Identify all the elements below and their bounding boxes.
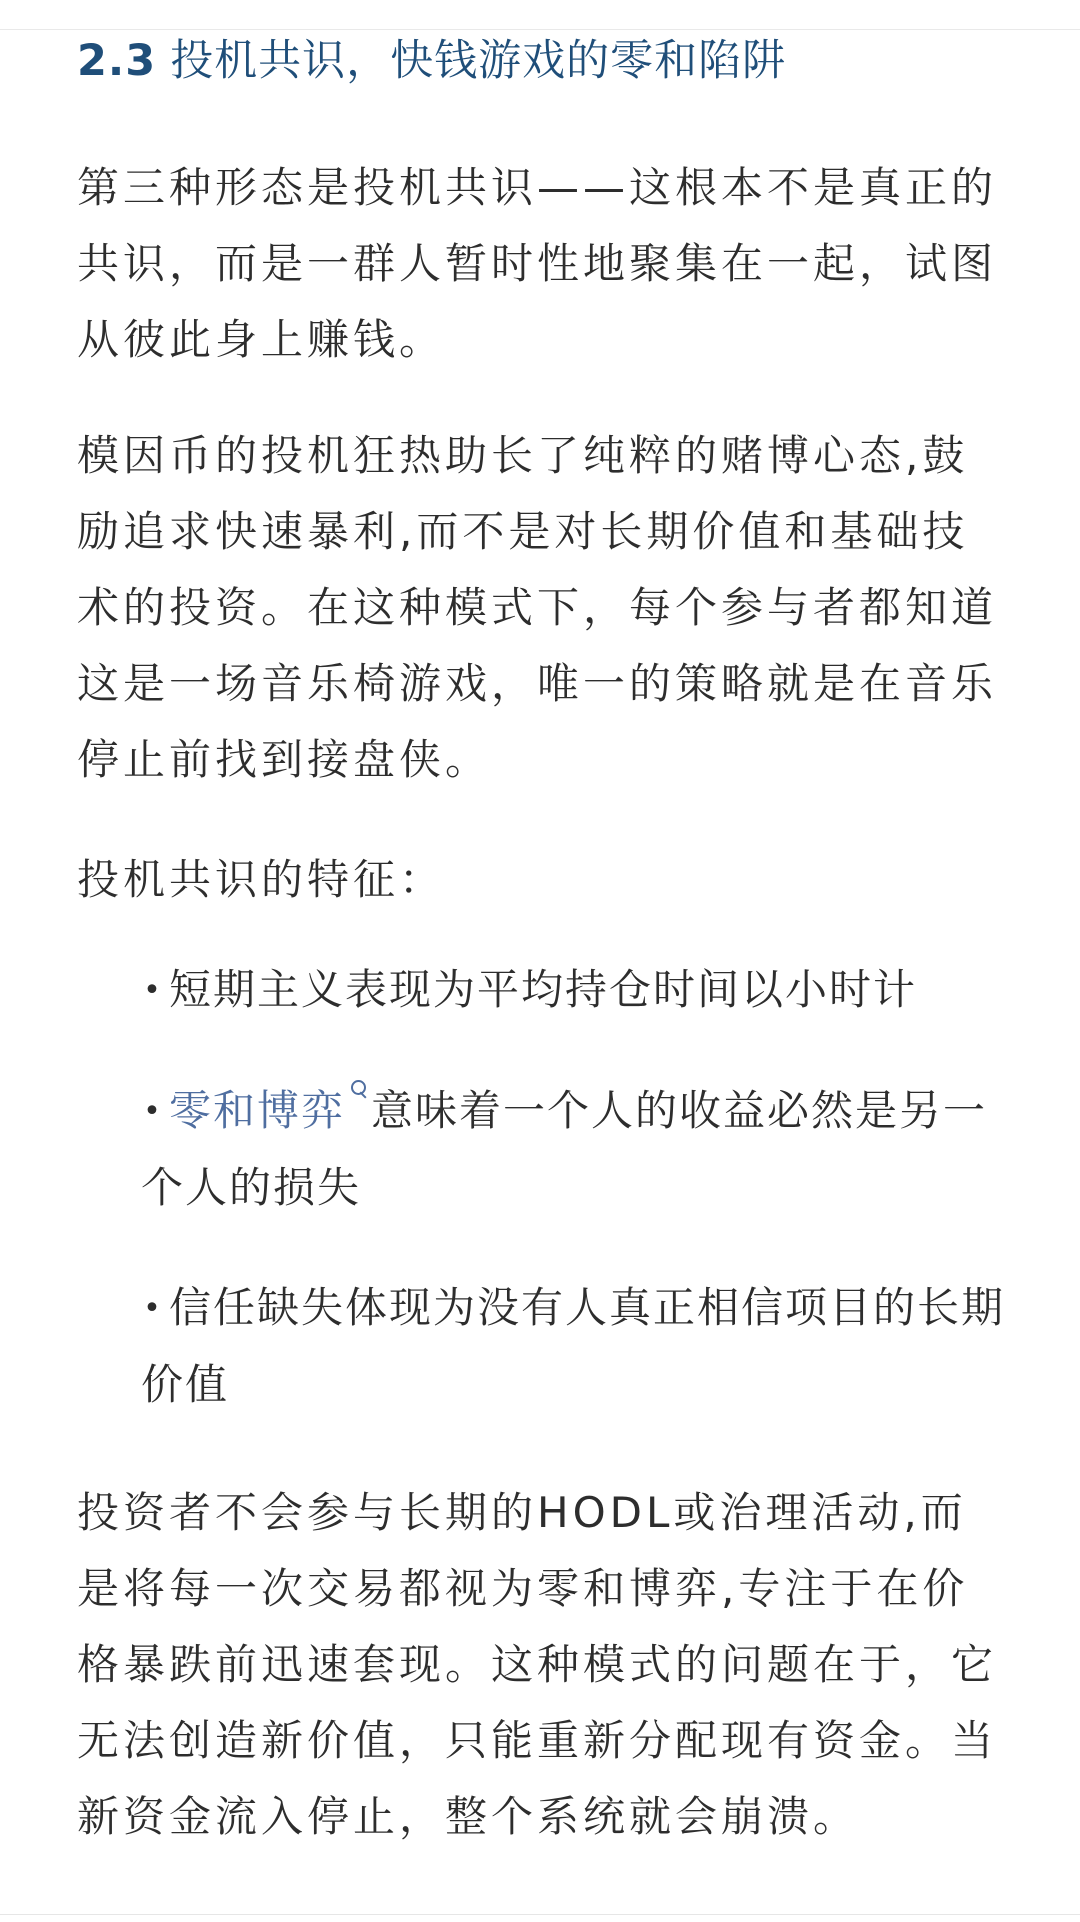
- bullet-marker: •: [143, 973, 163, 1008]
- zero-sum-game-link[interactable]: 零和博弈: [169, 1086, 346, 1135]
- features-label: 投机共识的特征：: [77, 855, 446, 904]
- list-item: [141, 1270, 1007, 1423]
- bullet-marker: •: [143, 1291, 163, 1326]
- intro-paragraph: 第三种形态是投机共识——这根本不是真正的共识，而是一群人暂时性地聚集在一起，试图从彼此身上赚钱。: [77, 163, 998, 364]
- list-item-text: 信任缺失体现为没有人真正相信项目的长期价值: [141, 1283, 1006, 1409]
- section-heading: [77, 28, 1007, 94]
- section-number: 2.3: [77, 36, 157, 86]
- conclusion-paragraph: 投资者不会参与长期的HODL或治理活动,而是将每一次交易都视为零和博弈,专注于在价格暴跌前迅速套现。这种模式的问题在于，它无法创造新价值，只能重新分配现有资金。当新资金流入停止，整个系统就会崩溃。: [77, 1488, 998, 1841]
- bottom-divider: [0, 1914, 1080, 1915]
- bullet-marker: •: [143, 1094, 163, 1129]
- top-divider: [0, 0, 1080, 30]
- list-item: [141, 952, 1007, 1029]
- search-icon[interactable]: [349, 1079, 369, 1103]
- meme-coin-paragraph: 模因币的投机狂热助长了纯粹的赌博心态,鼓励追求快速暴利,而不是对长期价值和基础技术的投资。在这种模式下，每个参与者都知道这是一场音乐椅游戏，唯一的策略就是在音乐停止前找到接盘侠。: [77, 431, 998, 784]
- features-list: [77, 952, 1007, 1423]
- list-item: [141, 1073, 1007, 1226]
- list-item-text: 短期主义表现为平均持仓时间以小时计: [169, 965, 918, 1014]
- article-body: [77, 28, 1007, 1855]
- section-title: 投机共识，快钱游戏的零和陷阱: [170, 36, 787, 86]
- list-item-text: 意味着一个人的收益必然是另一个人的损失: [141, 1086, 988, 1212]
